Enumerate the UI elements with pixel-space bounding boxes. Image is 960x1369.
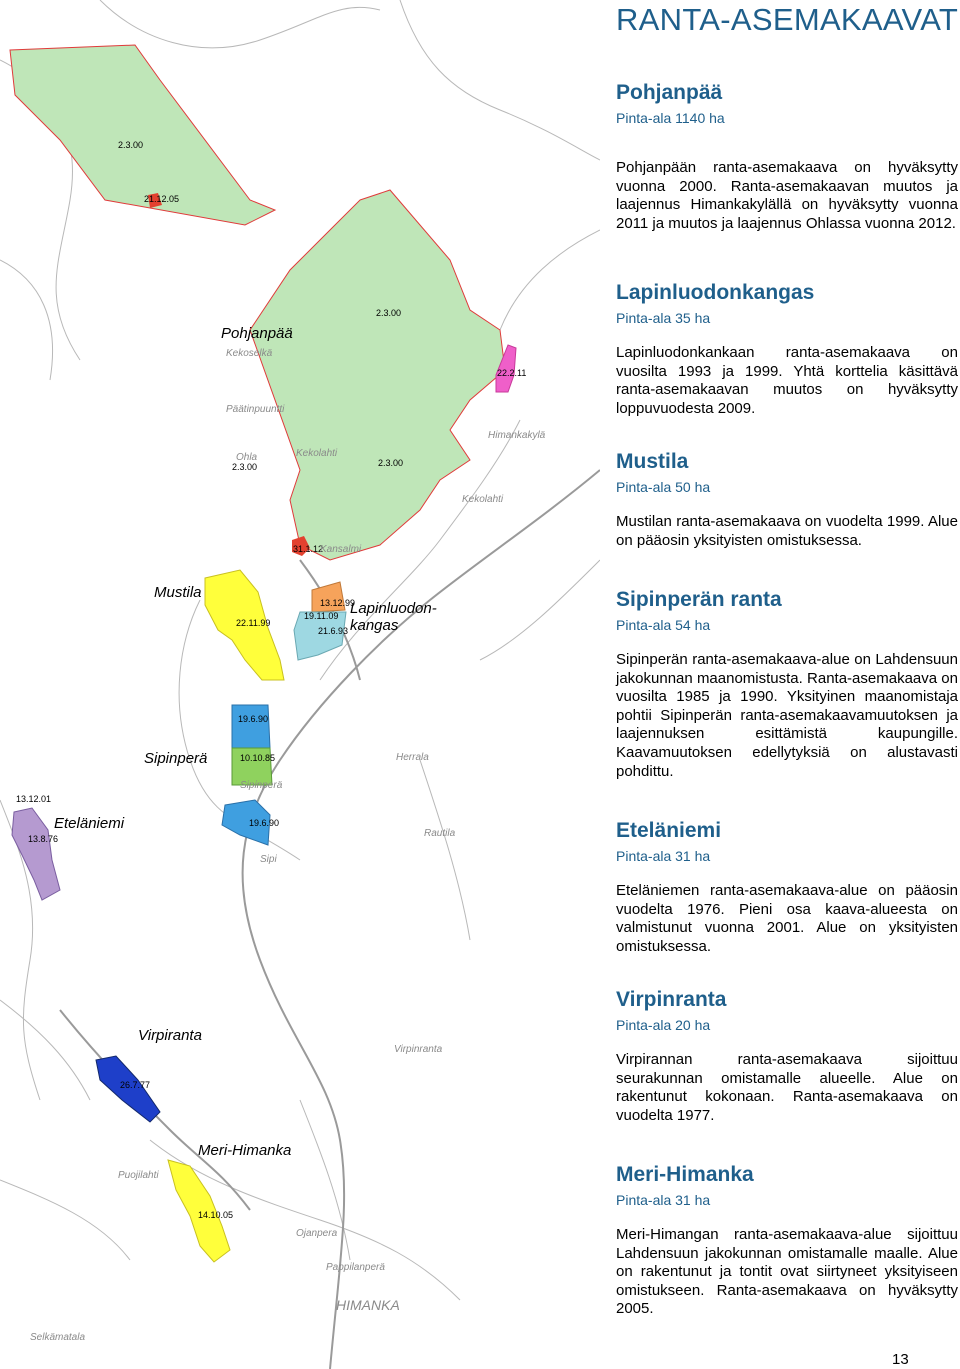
section-text: Sipinperän ranta-asemakaava-alue on Lahdensuun jakokunnan maanomistusta. Ranta-asemakaava on vuosilta 1985 ja 1990. Yksityinen maanomistaja pohtii Sipinperän ranta-asemakaavamuutoksen ja laajennuksen esittämistä kaupungille. Kaavamuutoksen edellytyksiä on alustavasti pohdittu. <box>616 651 958 780</box>
zone-pohjanpaa-west <box>10 45 275 225</box>
section-area: Pinta-ala 1140 ha <box>616 110 725 126</box>
section-area: Pinta-ala 20 ha <box>616 1017 711 1033</box>
section-text: Meri-Himangan ranta-asemakaava-alue sijoittuu Lahdensuun jakokunnan omistamalle maalle. Alue on rakentunut ja tontit ovat siirtyneet yksityiseen omistukseen. Ranta-asemakaava on hyväksytty 2005. <box>616 1226 958 1318</box>
map-date-label: 2.3.00 <box>232 462 258 472</box>
map-place-name: Virpinranta <box>394 1044 443 1055</box>
section-area: Pinta-ala 31 ha <box>616 848 711 864</box>
section-area: Pinta-ala 35 ha <box>616 310 711 326</box>
map-date-label: 10.10.85 <box>240 753 276 763</box>
map-place-name: Kekoselkä <box>226 348 273 359</box>
section-text: Mustilan ranta-asemakaava on vuodelta 1999. Alue on pääosin yksityisten omistuksessa. <box>616 513 958 549</box>
section-text: Lapinluodonkankaan ranta-asemakaava on vuosilta 1993 ja 1999. Yhtä korttelia käsittävä ranta-asemakaavan muutos on hyväksytty loppuvuodesta 2009. <box>616 344 958 417</box>
section-area: Pinta-ala 54 ha <box>616 617 711 633</box>
section-lapinluodonkangas <box>616 280 958 418</box>
map-place-name: Ohla <box>236 452 258 463</box>
page-number: 13 <box>892 1351 909 1368</box>
section-mustila <box>616 449 958 550</box>
section-text: Eteläniemen ranta-asemakaava-alue on pääosin vuodelta 1976. Pieni osa kaava-alueesta on valmistunut vuonna 2001. Alue on yksityisten omistuksessa. <box>616 882 958 955</box>
map-place-name: Kekolahti <box>462 494 504 505</box>
map-place-name: Kansalmi <box>320 544 362 555</box>
map-date-label: 22.2.11 <box>497 368 527 378</box>
map-date-label: 14.10.05 <box>198 1210 234 1220</box>
section-area: Pinta-ala 50 ha <box>616 479 711 495</box>
map-place-name: Herrala <box>396 752 429 763</box>
map-label-mustila: Mustila <box>154 584 202 601</box>
section-title: Mustila <box>616 450 689 473</box>
section-title: Lapinluodonkangas <box>616 281 815 304</box>
map-place-name: HIMANKA <box>336 1297 400 1313</box>
map-place-name: Kekolahti <box>296 448 338 459</box>
page-title: RANTA-ASEMAKAAVAT <box>616 2 959 37</box>
map-label-pohjanpaa: Pohjanpää <box>221 325 293 342</box>
section-text: Pohjanpään ranta-asemakaava on hyväksytty vuonna 2000. Ranta-asemakaavan muutos ja laajennus Himankakylällä on hyväksytty vuonna 2011 ja muutos ja laajennus Ohlassa vuonna 2012. <box>616 159 958 232</box>
map-date-label: 31.1.12 <box>293 544 324 554</box>
map-place-name: Puojilahti <box>118 1170 159 1181</box>
map-date-label: 19.11.09 <box>304 611 339 621</box>
map-date-label: 19.6.90 <box>249 818 280 828</box>
map-date-label: 21.12.05 <box>144 194 180 204</box>
map-place-name: Ojanpera <box>296 1228 338 1239</box>
section-title: Eteläniemi <box>616 819 722 842</box>
map-label-lapinluodonkangas: Lapinluodon- kangas <box>350 600 437 634</box>
section-pohjanpaa <box>616 80 958 233</box>
section-title: Pohjanpää <box>616 81 723 104</box>
map-place-name: Sipinperä <box>240 780 283 791</box>
map-date-label: 19.6.90 <box>238 714 269 724</box>
section-sipinpera <box>616 587 958 781</box>
map-label-sipinpera: Sipinperä <box>144 750 208 767</box>
section-title: Virpinranta <box>616 988 727 1011</box>
map-date-label: 2.3.00 <box>376 308 402 318</box>
map-place-name: Päätinpuuntti <box>226 404 285 415</box>
map-label-virpiranta: Virpiranta <box>138 1027 202 1044</box>
map-date-label: 22.11.99 <box>236 618 271 628</box>
map-label-etelaniemi: Eteläniemi <box>54 815 125 832</box>
map-place-name: Himankakylä <box>488 430 546 441</box>
section-text: Virpirannan ranta-asemakaava sijoittuu seurakunnan omistamalle alueelle. Alue on rakentunut kokonaan. Ranta-asemakaava on vuodelta 1977. <box>616 1051 958 1124</box>
map-place-name: Pappilanperä <box>326 1262 385 1273</box>
map-place-name: Sipi <box>260 854 277 865</box>
map-date-label: 13.12.01 <box>16 794 52 804</box>
map-date-label: 2.3.00 <box>378 458 404 468</box>
section-title: Meri-Himanka <box>616 1163 754 1186</box>
map-place-name: Selkämatala <box>30 1332 86 1343</box>
section-area: Pinta-ala 31 ha <box>616 1192 711 1208</box>
map-label-meri-himanka: Meri-Himanka <box>198 1142 292 1159</box>
map-place-name: Rautila <box>424 828 456 839</box>
section-title: Sipinperän ranta <box>616 588 782 611</box>
section-virpinranta <box>616 987 958 1125</box>
map-date-label: 13.8.76 <box>28 834 59 844</box>
zone-etelaniemi <box>12 808 60 900</box>
map-date-label: 2.3.00 <box>118 140 144 150</box>
map-date-label: 21.6.93 <box>318 626 349 636</box>
section-etelaniemi <box>616 818 958 956</box>
zone-sipinpera-blue <box>232 705 270 748</box>
section-meri-himanka <box>616 1162 958 1319</box>
map-date-label: 13.12.99 <box>320 598 356 608</box>
map-date-label: 26.7.77 <box>120 1080 151 1090</box>
